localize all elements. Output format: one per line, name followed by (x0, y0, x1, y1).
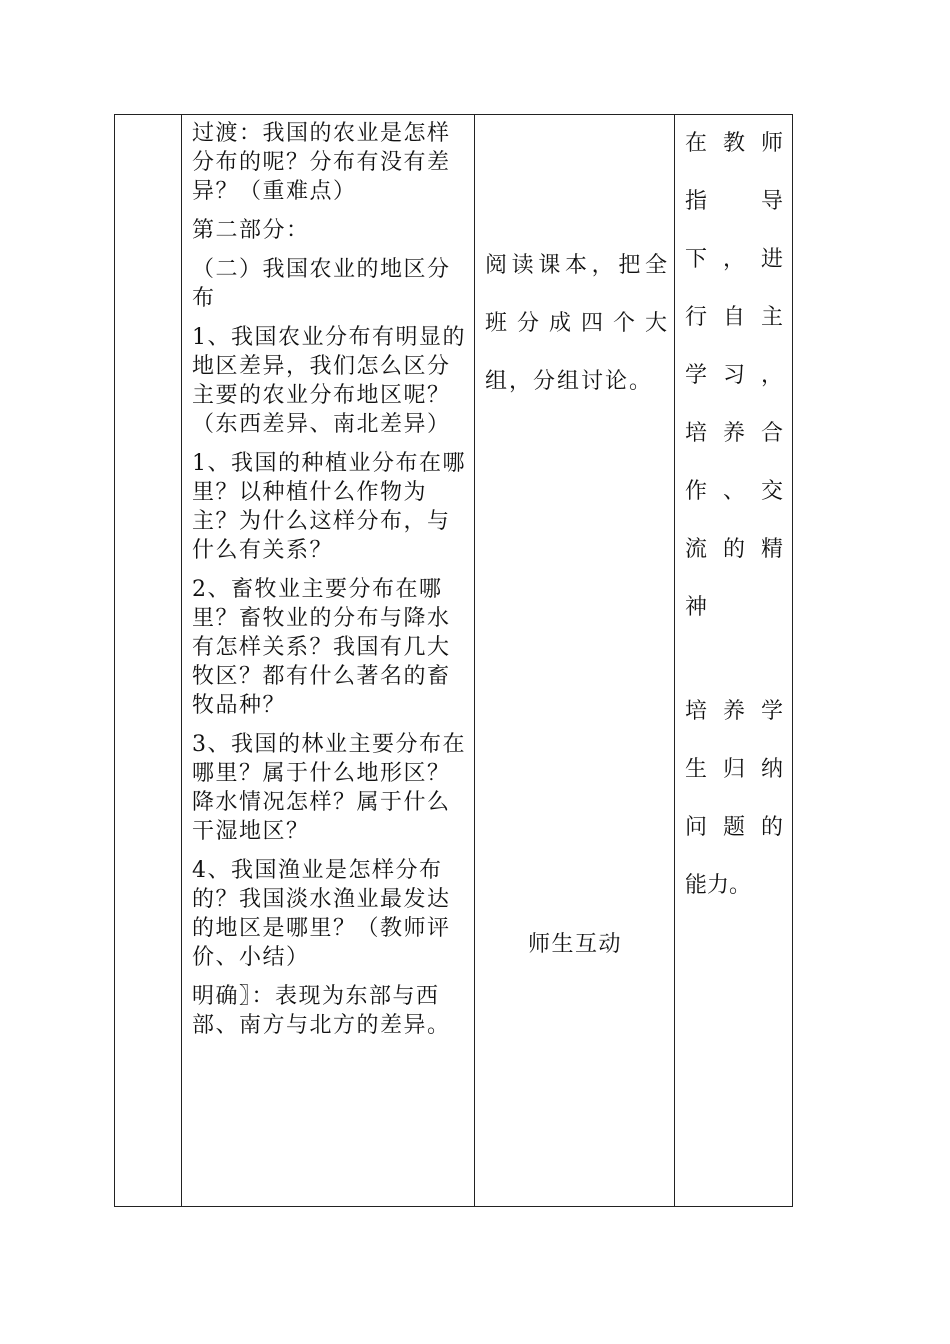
lesson-table (114, 114, 793, 1207)
purpose-line: 神 (685, 595, 708, 620)
student-activity-cell (475, 115, 675, 1206)
question-fishery: 4、我国渔业是怎样分布的？我国淡水渔业最发达的地区是哪里？（教师评价、小结） (192, 858, 451, 970)
purpose-line: 学习， (685, 363, 783, 388)
section-heading: 第二部分： (192, 218, 310, 243)
design-purpose-cell (675, 115, 793, 1206)
interaction-text: 师生互动 (527, 932, 622, 957)
purpose-line: 行自主 (685, 305, 783, 330)
purpose-line: 指导 (685, 189, 783, 214)
purpose-cooperation (685, 115, 783, 637)
conclusion-paragraph: 明确〗：表现为东部与西部、南方与北方的差异。 (192, 984, 451, 1038)
purpose-line: 在教师 (685, 131, 783, 156)
purpose-line: 培养合 (685, 421, 783, 446)
purpose-line: 作、交 (685, 479, 783, 504)
purpose-line: 下，进 (685, 247, 783, 272)
purpose-line: 流的精 (685, 537, 783, 562)
purpose-line: 生归纳 (685, 757, 783, 782)
reading-task-text: 阅读课本，把全班分成四个大组，分组讨论。 (485, 253, 669, 394)
question-forestry: 3、我国的林业主要分布在哪里？属于什么地形区？降水情况怎样？属于什么干湿地区？ (192, 732, 466, 844)
question-regional-differences: 1、我国农业分布有明显的地区差异，我们怎么区分主要的农业分布地区呢？（东西差异、南北差异） (192, 325, 466, 437)
purpose-line: 培养学 (685, 699, 783, 724)
teaching-content-cell (182, 115, 475, 1206)
purpose-line: 问题的 (685, 815, 783, 840)
purpose-line: 能力。 (685, 873, 752, 898)
purpose-summarizing (685, 683, 783, 915)
empty-label-cell (115, 115, 181, 1206)
subsection-title: （二）我国农业的地区分布 (192, 257, 451, 311)
transition-paragraph: 过渡：我国的农业是怎样分布的呢？分布有没有差异？（重难点） (192, 121, 451, 204)
question-animal-husbandry: 2、畜牧业主要分布在哪里？畜牧业的分布与降水有怎样关系？我国有几大牧区？都有什么著名的畜牧品种？ (192, 577, 451, 718)
question-planting: 1、我国的种植业分布在哪里？以种植什么作物为主？为什么这样分布，与什么有关系？ (192, 451, 466, 563)
